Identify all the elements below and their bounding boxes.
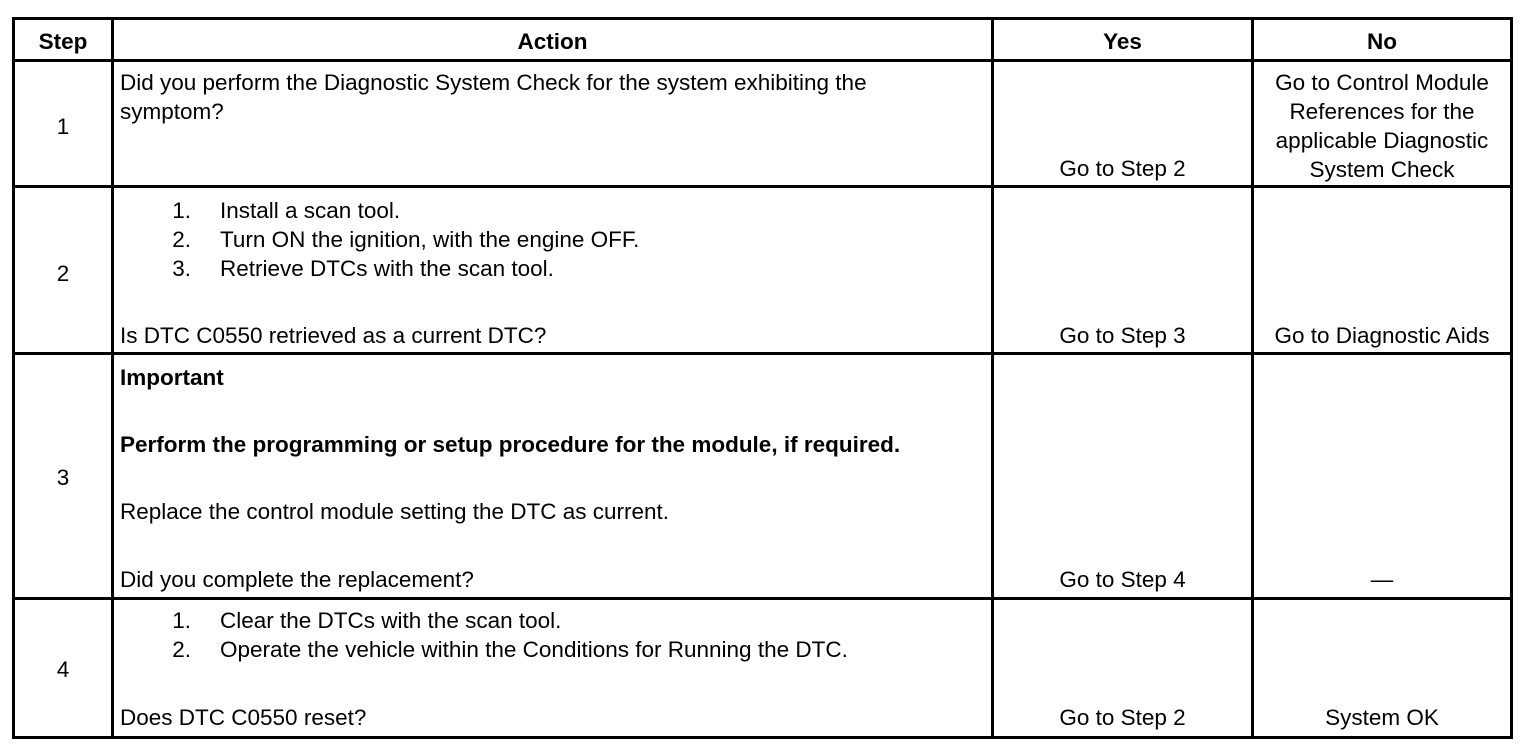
list-number: 1. — [172, 198, 191, 223]
list-item: Clear the DTCs with the scan tool. — [220, 608, 562, 633]
header-step: Step — [38, 29, 88, 54]
step-number: 4 — [56, 657, 70, 682]
no-outcome: System Check — [1309, 157, 1455, 182]
header-action: Action — [517, 29, 588, 54]
no-outcome: applicable Diagnostic — [1275, 128, 1489, 153]
row-divider — [12, 185, 1513, 188]
header-no: No — [1367, 29, 1397, 54]
no-outcome: Go to Control Module — [1275, 70, 1489, 95]
no-outcome: — — [1370, 567, 1394, 592]
header-yes: Yes — [1103, 29, 1142, 54]
action-text: Did you perform the Diagnostic System Check for the system exhibiting the — [120, 70, 867, 95]
action-question: Does DTC C0550 reset? — [120, 705, 367, 730]
list-number: 2. — [172, 637, 191, 662]
header-divider — [12, 59, 1513, 62]
row-divider — [12, 352, 1513, 355]
list-item: Operate the vehicle within the Conditions for Running the DTC. — [220, 637, 848, 662]
list-item: Install a scan tool. — [220, 198, 401, 223]
step-number: 1 — [56, 114, 70, 139]
row-divider — [12, 597, 1513, 600]
step-number: 2 — [56, 261, 70, 286]
action-question: Did you complete the replacement? — [120, 567, 474, 592]
no-outcome: System OK — [1325, 705, 1439, 730]
important-text: Perform the programming or setup procedure for the module, if required. — [120, 432, 901, 457]
action-instruction: Replace the control module setting the DTC as current. — [120, 499, 670, 524]
no-outcome: Go to Diagnostic Aids — [1274, 323, 1490, 348]
list-item: Turn ON the ignition, with the engine OFF. — [220, 227, 640, 252]
yes-outcome: Go to Step 2 — [1059, 705, 1186, 730]
step-number: 3 — [56, 465, 70, 490]
action-text: symptom? — [120, 99, 224, 124]
important-label: Important — [120, 365, 224, 390]
column-divider — [991, 17, 994, 739]
list-item: Retrieve DTCs with the scan tool. — [220, 256, 554, 281]
yes-outcome: Go to Step 3 — [1059, 323, 1186, 348]
action-question: Is DTC C0550 retrieved as a current DTC? — [120, 323, 547, 348]
list-number: 1. — [172, 608, 191, 633]
list-number: 2. — [172, 227, 191, 252]
no-outcome: References for the — [1289, 99, 1475, 124]
column-divider — [111, 17, 114, 739]
yes-outcome: Go to Step 2 — [1059, 156, 1186, 181]
yes-outcome: Go to Step 4 — [1059, 567, 1186, 592]
list-number: 3. — [172, 256, 191, 281]
